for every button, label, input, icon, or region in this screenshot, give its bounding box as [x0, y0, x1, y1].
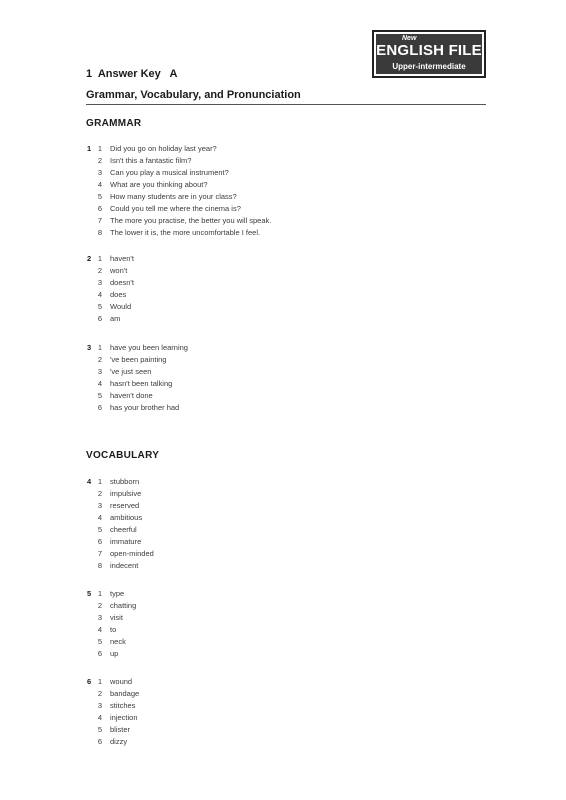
answer-item: [95, 677, 132, 689]
item-number: 4: [97, 180, 102, 189]
item-number: 1: [97, 144, 102, 153]
item-number: 6: [97, 537, 102, 546]
answer-item: [95, 266, 127, 278]
item-number: 6: [97, 204, 102, 213]
item-number: 3: [97, 278, 102, 287]
item-number: 7: [97, 216, 102, 225]
answer-text: up: [110, 649, 119, 658]
answer-text: bandage: [110, 689, 140, 698]
answer-item: [95, 689, 139, 701]
answer-text: has your brother had: [110, 403, 180, 412]
logo-title: ENGLISH FILE: [376, 42, 482, 59]
answer-item: [95, 216, 271, 228]
answer-text: impulsive: [110, 489, 142, 498]
answer-text: ambitious: [110, 513, 143, 522]
item-number: 1: [97, 677, 102, 686]
answer-item: [95, 501, 139, 513]
english-file-logo: [372, 30, 486, 78]
item-number: 5: [97, 391, 102, 400]
answer-text: indecent: [110, 561, 139, 570]
logo-level: Upper-intermediate: [392, 62, 466, 71]
logo-badge: [376, 34, 482, 74]
answer-text: Did you go on holiday last year?: [110, 144, 217, 153]
item-number: 4: [97, 713, 102, 722]
item-number: 2: [97, 266, 102, 275]
item-number: 8: [97, 561, 102, 570]
item-number: 7: [97, 549, 102, 558]
answer-text: blister: [110, 725, 131, 734]
logo-new-label: New: [402, 35, 417, 42]
answer-text: doesn't: [110, 278, 134, 287]
answer-text: type: [110, 589, 125, 598]
answer-text: have you been learning: [110, 343, 188, 352]
answer-item: [95, 180, 208, 192]
answer-item: [95, 637, 126, 649]
answer-text: neck: [110, 637, 126, 646]
answer-text: Can you play a musical instrument?: [110, 168, 229, 177]
answer-text: How many students are in your class?: [110, 192, 237, 201]
item-number: 4: [97, 379, 102, 388]
answer-item: [95, 713, 138, 725]
answer-text: 've just seen: [110, 367, 152, 376]
answer-text: Could you tell me where the cinema is?: [110, 204, 241, 213]
answer-text: hasn't been talking: [110, 379, 173, 388]
answer-text: haven't: [110, 254, 134, 263]
title-divider: [86, 104, 486, 105]
item-number: 5: [97, 302, 102, 311]
answer-item: [95, 391, 153, 403]
answer-text: am: [110, 314, 121, 323]
answer-item: [95, 355, 166, 367]
answer-item: [95, 403, 179, 415]
item-number: 6: [97, 649, 102, 658]
exercise-number: 5: [87, 589, 92, 598]
answer-item: [95, 254, 134, 266]
answer-item: [95, 613, 123, 625]
answer-item: [95, 367, 151, 379]
answer-item: [95, 477, 139, 489]
item-number: 6: [97, 403, 102, 412]
answer-item: [95, 192, 237, 204]
vocabulary-heading: VOCABULARY: [86, 450, 160, 461]
item-number: 3: [97, 501, 102, 510]
answer-text: to: [110, 625, 117, 634]
item-number: 4: [97, 625, 102, 634]
answer-text: The lower it is, the more uncomfortable I feel.: [110, 228, 261, 237]
answer-text: What are you thinking about?: [110, 180, 208, 189]
answer-item: [95, 537, 141, 549]
item-number: 2: [97, 601, 102, 610]
answer-item: [95, 204, 241, 216]
answer-item: [95, 168, 229, 180]
item-number: 2: [97, 355, 102, 364]
exercise-number: 4: [87, 477, 92, 486]
exercise-number: 6: [87, 677, 92, 686]
answer-text: won't: [110, 266, 128, 275]
section-title: Grammar, Vocabulary, and Pronunciation: [86, 89, 301, 101]
answer-item: [95, 649, 118, 661]
answer-text: cheerful: [110, 525, 137, 534]
item-number: 1: [97, 477, 102, 486]
answer-text: stubborn: [110, 477, 140, 486]
answer-item: [95, 513, 142, 525]
answer-item: [95, 549, 154, 561]
answer-text: Would: [110, 302, 132, 311]
item-number: 5: [97, 192, 102, 201]
answer-text: does: [110, 290, 127, 299]
item-number: 1: [97, 589, 102, 598]
answer-text: stitches: [110, 701, 136, 710]
item-number: 5: [97, 525, 102, 534]
answer-text: injection: [110, 713, 138, 722]
answer-text: chatting: [110, 601, 137, 610]
answer-text: reserved: [110, 501, 140, 510]
answer-text: open-minded: [110, 549, 154, 558]
item-number: 2: [97, 489, 102, 498]
answer-text: 've been painting: [110, 355, 167, 364]
answer-item: [95, 156, 191, 168]
answer-text: immature: [110, 537, 142, 546]
answer-item: [95, 489, 141, 501]
answer-key-title: 1 Answer Key A: [86, 68, 178, 80]
item-number: 2: [97, 689, 102, 698]
item-number: 4: [97, 290, 102, 299]
item-number: 4: [97, 513, 102, 522]
item-number: 3: [97, 168, 102, 177]
grammar-heading: GRAMMAR: [86, 118, 142, 129]
item-number: 3: [97, 367, 102, 376]
item-number: 3: [97, 701, 102, 710]
answer-item: [95, 561, 138, 573]
answer-item: [95, 601, 136, 613]
item-number: 6: [97, 314, 102, 323]
answer-item: [95, 343, 188, 355]
item-number: 1: [97, 343, 102, 352]
answer-item: [95, 737, 127, 749]
answer-item: [95, 278, 134, 290]
answer-item: [95, 314, 120, 326]
answer-item: [95, 725, 130, 737]
answer-text: The more you practise, the better you will speak.: [110, 216, 272, 225]
answer-text: dizzy: [110, 737, 128, 746]
answer-item: [95, 228, 260, 240]
exercise-number: 2: [87, 254, 92, 263]
answer-item: [95, 525, 137, 537]
item-number: 3: [97, 613, 102, 622]
answer-item: [95, 379, 172, 391]
answer-item: [95, 144, 217, 156]
answer-text: Isn't this a fantastic film?: [110, 156, 192, 165]
answer-item: [95, 701, 135, 713]
item-number: 1: [97, 254, 102, 263]
item-number: 8: [97, 228, 102, 237]
answer-item: [95, 302, 131, 314]
answer-text: wound: [110, 677, 133, 686]
exercise-number: 3: [87, 343, 92, 352]
exercise-number: 1: [87, 144, 92, 153]
answer-item: [95, 589, 124, 601]
item-number: 5: [97, 637, 102, 646]
answer-item: [95, 625, 116, 637]
item-number: 2: [97, 156, 102, 165]
item-number: 6: [97, 737, 102, 746]
answer-text: haven't done: [110, 391, 153, 400]
answer-text: visit: [110, 613, 123, 622]
answer-item: [95, 290, 126, 302]
item-number: 5: [97, 725, 102, 734]
